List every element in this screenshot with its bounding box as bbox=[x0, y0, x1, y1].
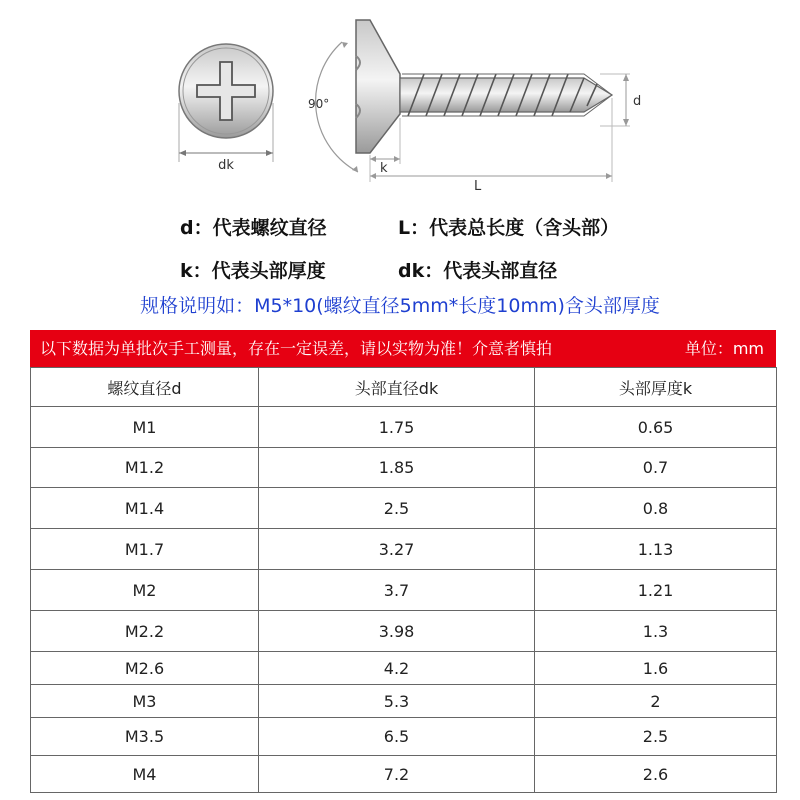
cell-head-thickness: 1.13 bbox=[535, 529, 777, 570]
unit-label: 单位：mm bbox=[684, 339, 764, 358]
cell-head-diameter: 5.3 bbox=[259, 685, 535, 718]
cell-head-diameter: 2.5 bbox=[259, 488, 535, 529]
disclaimer-banner bbox=[30, 330, 776, 367]
cell-head-thickness: 1.6 bbox=[535, 652, 777, 685]
table-row bbox=[31, 488, 777, 529]
table-row bbox=[31, 529, 777, 570]
spec-note: 规格说明如：M5*10(螺纹直径5mm*长度10mm)含头部厚度 bbox=[140, 295, 660, 317]
k-dimension-label: k bbox=[380, 161, 388, 176]
cell-thread-diameter: M1.2 bbox=[31, 448, 259, 488]
cell-head-thickness: 1.3 bbox=[535, 611, 777, 652]
table-row bbox=[31, 685, 777, 718]
table-row bbox=[31, 611, 777, 652]
header-head-diameter: 头部直径dk bbox=[259, 368, 535, 407]
cell-thread-diameter: M4 bbox=[31, 756, 259, 793]
cell-head-thickness: 0.8 bbox=[535, 488, 777, 529]
cell-head-diameter: 3.98 bbox=[259, 611, 535, 652]
cell-thread-diameter: M1.4 bbox=[31, 488, 259, 529]
cell-thread-diameter: M2 bbox=[31, 570, 259, 611]
table-body bbox=[31, 407, 777, 793]
cell-thread-diameter: M3 bbox=[31, 685, 259, 718]
table-row bbox=[31, 448, 777, 488]
screw-head-top-view bbox=[179, 44, 273, 138]
screw-diagram bbox=[0, 0, 800, 200]
angle-label: 90° bbox=[308, 97, 330, 111]
screw-side-view bbox=[356, 20, 612, 153]
cell-head-thickness: 2.6 bbox=[535, 756, 777, 793]
table-header-row bbox=[31, 368, 777, 407]
cell-head-diameter: 1.85 bbox=[259, 448, 535, 488]
legend-d: d：代表螺纹直径 bbox=[180, 217, 327, 239]
cell-head-thickness: 0.7 bbox=[535, 448, 777, 488]
cell-thread-diameter: M2.2 bbox=[31, 611, 259, 652]
cell-head-diameter: 3.27 bbox=[259, 529, 535, 570]
d-dimension-label: d bbox=[633, 94, 642, 109]
legend-L: L：代表总长度（含头部） bbox=[398, 217, 620, 239]
cell-thread-diameter: M1 bbox=[31, 407, 259, 448]
table-row bbox=[31, 718, 777, 756]
legend-dk: dk：代表头部直径 bbox=[398, 260, 558, 282]
cell-head-diameter: 1.75 bbox=[259, 407, 535, 448]
cell-head-thickness: 2.5 bbox=[535, 718, 777, 756]
cell-thread-diameter: M1.7 bbox=[31, 529, 259, 570]
cell-thread-diameter: M3.5 bbox=[31, 718, 259, 756]
header-thread-diameter: 螺纹直径d bbox=[31, 368, 259, 407]
cell-head-diameter: 6.5 bbox=[259, 718, 535, 756]
cell-head-thickness: 1.21 bbox=[535, 570, 777, 611]
table-row bbox=[31, 407, 777, 448]
cell-head-thickness: 0.65 bbox=[535, 407, 777, 448]
cell-head-diameter: 3.7 bbox=[259, 570, 535, 611]
cell-head-diameter: 7.2 bbox=[259, 756, 535, 793]
L-dimension-label: L bbox=[474, 179, 482, 194]
dk-dimension-label: dk bbox=[218, 158, 234, 173]
cell-head-diameter: 4.2 bbox=[259, 652, 535, 685]
cell-thread-diameter: M2.6 bbox=[31, 652, 259, 685]
cell-head-thickness: 2 bbox=[535, 685, 777, 718]
header-head-thickness: 头部厚度k bbox=[535, 368, 777, 407]
table-row bbox=[31, 756, 777, 793]
legend-k: k：代表头部厚度 bbox=[180, 260, 326, 282]
table-row bbox=[31, 652, 777, 685]
spec-table bbox=[30, 367, 777, 793]
disclaimer-text: 以下数据为单批次手工测量，存在一定误差，请以实物为准！介意者慎拍 bbox=[40, 339, 553, 358]
table-row bbox=[31, 570, 777, 611]
